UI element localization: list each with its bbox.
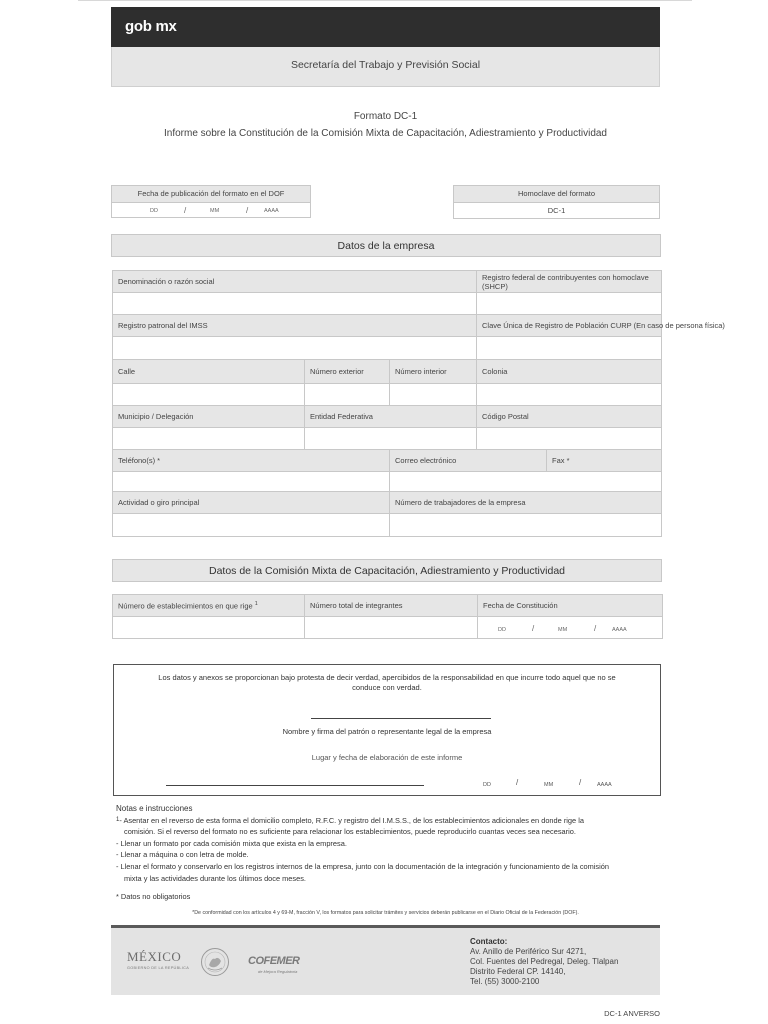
trabajadores-field[interactable] xyxy=(390,514,662,537)
telefono-field[interactable] xyxy=(113,472,390,492)
num-ext-field[interactable] xyxy=(305,384,390,406)
place-line[interactable] xyxy=(166,785,424,786)
legal-footnote: *De conformidad con los artículos 4 y 69-M, fracción V, los formatos para solicitar trámites y servicios deberán publicarse en el Diario Oficial de la Federación (DOF). xyxy=(192,910,579,916)
decl-yyyy: AAAA xyxy=(597,782,612,788)
decl-mm: MM xyxy=(544,782,554,788)
const-sep-2: / xyxy=(594,624,597,633)
page-top-line xyxy=(78,0,692,1)
registro-imss-field[interactable] xyxy=(113,337,477,360)
integrantes-label: Número total de integrantes xyxy=(305,595,478,617)
homoclave-box xyxy=(453,185,660,219)
note-1-line-2: comisión. Si el reverso del formato no es suficiente para relacionar los establecimientos, puede reproducirlo cuantas veces sea necesario. xyxy=(124,827,576,837)
declaration-box xyxy=(113,664,661,796)
curp-field[interactable] xyxy=(477,337,662,360)
notes-title: Notas e instrucciones xyxy=(116,804,193,813)
fax-label: Fax * xyxy=(547,450,662,472)
publication-date-box xyxy=(111,185,311,218)
const-mm: MM xyxy=(558,627,568,633)
establecimientos-footnote: 1 xyxy=(254,600,258,607)
pub-yyyy: AAAA xyxy=(264,208,279,214)
empresa-table xyxy=(112,270,725,537)
contact-block xyxy=(470,937,618,987)
cp-label: Código Postal xyxy=(477,406,662,428)
note-1 xyxy=(116,815,661,827)
homoclave-value: DC-1 xyxy=(547,206,566,215)
decl-sep-1: / xyxy=(516,778,519,787)
correo-label: Correo electrónico xyxy=(390,450,547,472)
cp-field[interactable] xyxy=(477,428,662,450)
calle-field[interactable] xyxy=(113,384,305,406)
pub-dd: DD xyxy=(150,208,158,214)
note-1-number: 1 xyxy=(116,816,120,823)
homoclave-label: Homoclave del formato xyxy=(454,186,659,203)
comision-section-title: Datos de la Comisión Mixta de Capacitación, Adiestramiento y Productividad xyxy=(112,559,662,582)
correo-fax-field[interactable] xyxy=(390,472,662,492)
place-date-label: Lugar y fecha de elaboración de este informe xyxy=(311,753,463,762)
num-int-label: Número interior xyxy=(390,360,477,384)
note-1-line-1: - Asentar en el reverso de esta forma el domicilio completo, R.F.C. y registro del I.M.S.S., de los establecimientos adicionales en donde rige la xyxy=(119,815,584,825)
publication-date-fields[interactable] xyxy=(112,203,310,217)
num-int-field[interactable] xyxy=(390,384,477,406)
pub-sep-2: / xyxy=(246,206,249,215)
establecimientos-label-text: Número de establecimientos en que rige xyxy=(118,601,253,611)
fecha-constitucion-label: Fecha de Constitución xyxy=(478,595,663,617)
actividad-label: Actividad o giro principal xyxy=(113,492,390,514)
telefono-label: Teléfono(s) * xyxy=(113,450,390,472)
trabajadores-label: Número de trabajadores de la empresa xyxy=(390,492,662,514)
footer-bar xyxy=(111,925,660,995)
integrantes-field[interactable] xyxy=(305,617,478,639)
signature-label: Nombre y firma del patrón o representante legal de la empresa xyxy=(282,727,492,736)
fecha-constitucion-field[interactable] xyxy=(478,617,663,639)
national-seal-icon xyxy=(200,947,230,977)
decl-dd: DD xyxy=(483,782,491,788)
const-dd: DD xyxy=(498,627,506,633)
secretaria-bar xyxy=(111,47,660,87)
declaration-text: Los datos y anexos se proporcionan bajo protesta de decir verdad, apercibidos de la responsabilidad en que incurre todo aquel que no se conduce con verdad. xyxy=(158,673,616,692)
page-label: DC-1 ANVERSO xyxy=(604,1009,660,1018)
actividad-field[interactable] xyxy=(113,514,390,537)
pub-mm: MM xyxy=(210,208,220,214)
const-yyyy: AAAA xyxy=(612,627,627,633)
comision-table xyxy=(112,594,663,639)
rfc-field[interactable] xyxy=(477,293,662,315)
const-sep-1: / xyxy=(532,624,535,633)
cofemer-logo: COFEMER xyxy=(248,955,300,967)
signature-line[interactable] xyxy=(311,718,491,719)
contact-title: Contacto: xyxy=(470,937,508,946)
entidad-label: Entidad Federativa xyxy=(305,406,477,428)
note-2: - Llenar un formato por cada comisión mixta que exista en la empresa. xyxy=(116,838,347,848)
gobmx-header-bar xyxy=(111,7,660,47)
contact-address-2: Col. Fuentes del Pedregal, Deleg. Tlalpan xyxy=(470,957,619,966)
num-ext-label: Número exterior xyxy=(305,360,390,384)
pub-sep-1: / xyxy=(184,206,187,215)
establecimientos-label xyxy=(113,595,305,617)
curp-label: Clave Única de Registro de Población CURP (En caso de persona física) xyxy=(477,315,662,337)
colonia-label: Colonia xyxy=(477,360,662,384)
gobmx-logo: gob mx xyxy=(125,18,177,35)
cofemer-logo-subtitle: de Mejora Regulatoria xyxy=(258,969,298,974)
mexico-logo-subtitle: GOBIERNO DE LA REPÚBLICA xyxy=(127,966,190,970)
rfc-label: Registro federal de contribuyentes con homoclave (SHCP) xyxy=(477,271,662,293)
note-3: - Llenar a máquina o con letra de molde. xyxy=(116,850,249,860)
form-subtitle: Informe sobre la Constitución de la Comisión Mixta de Capacitación, Adiestramiento y Productividad xyxy=(164,128,607,139)
municipio-field[interactable] xyxy=(113,428,305,450)
form-title: Formato DC-1 xyxy=(353,111,418,122)
notes-section xyxy=(116,803,661,903)
contact-phone: Tel. (55) 3000-2100 xyxy=(470,977,540,986)
contact-address-1: Av. Anillo de Periférico Sur 4271, xyxy=(470,947,587,956)
note-4: - Llenar el formato y conservarlo en los registros internos de la empresa, junto con la documentación de la integración y funcionamiento de la comisión xyxy=(116,861,609,871)
note-4-line-2: mixta y las actividades durante los últimos doce meses. xyxy=(124,873,306,883)
entidad-field[interactable] xyxy=(305,428,477,450)
razon-social-label: Denominación o razón social xyxy=(113,271,477,293)
publication-date-label: Fecha de publicación del formato en el DOF xyxy=(112,186,310,203)
municipio-label: Municipio / Delegación xyxy=(113,406,305,428)
contact-address-3: Distrito Federal CP. 14140, xyxy=(470,967,566,976)
decl-sep-2: / xyxy=(579,778,582,787)
optional-note: * Datos no obligatorios xyxy=(116,892,191,902)
colonia-field[interactable] xyxy=(477,384,662,406)
establecimientos-field[interactable] xyxy=(113,617,305,639)
razon-social-field[interactable] xyxy=(113,293,477,315)
registro-imss-label: Registro patronal del IMSS xyxy=(113,315,477,337)
mexico-logo: MÉXICO xyxy=(127,949,182,964)
empresa-section-title: Datos de la empresa xyxy=(111,234,661,257)
calle-label: Calle xyxy=(113,360,305,384)
secretaria-name: Secretaría del Trabajo y Previsión Social xyxy=(290,59,481,71)
